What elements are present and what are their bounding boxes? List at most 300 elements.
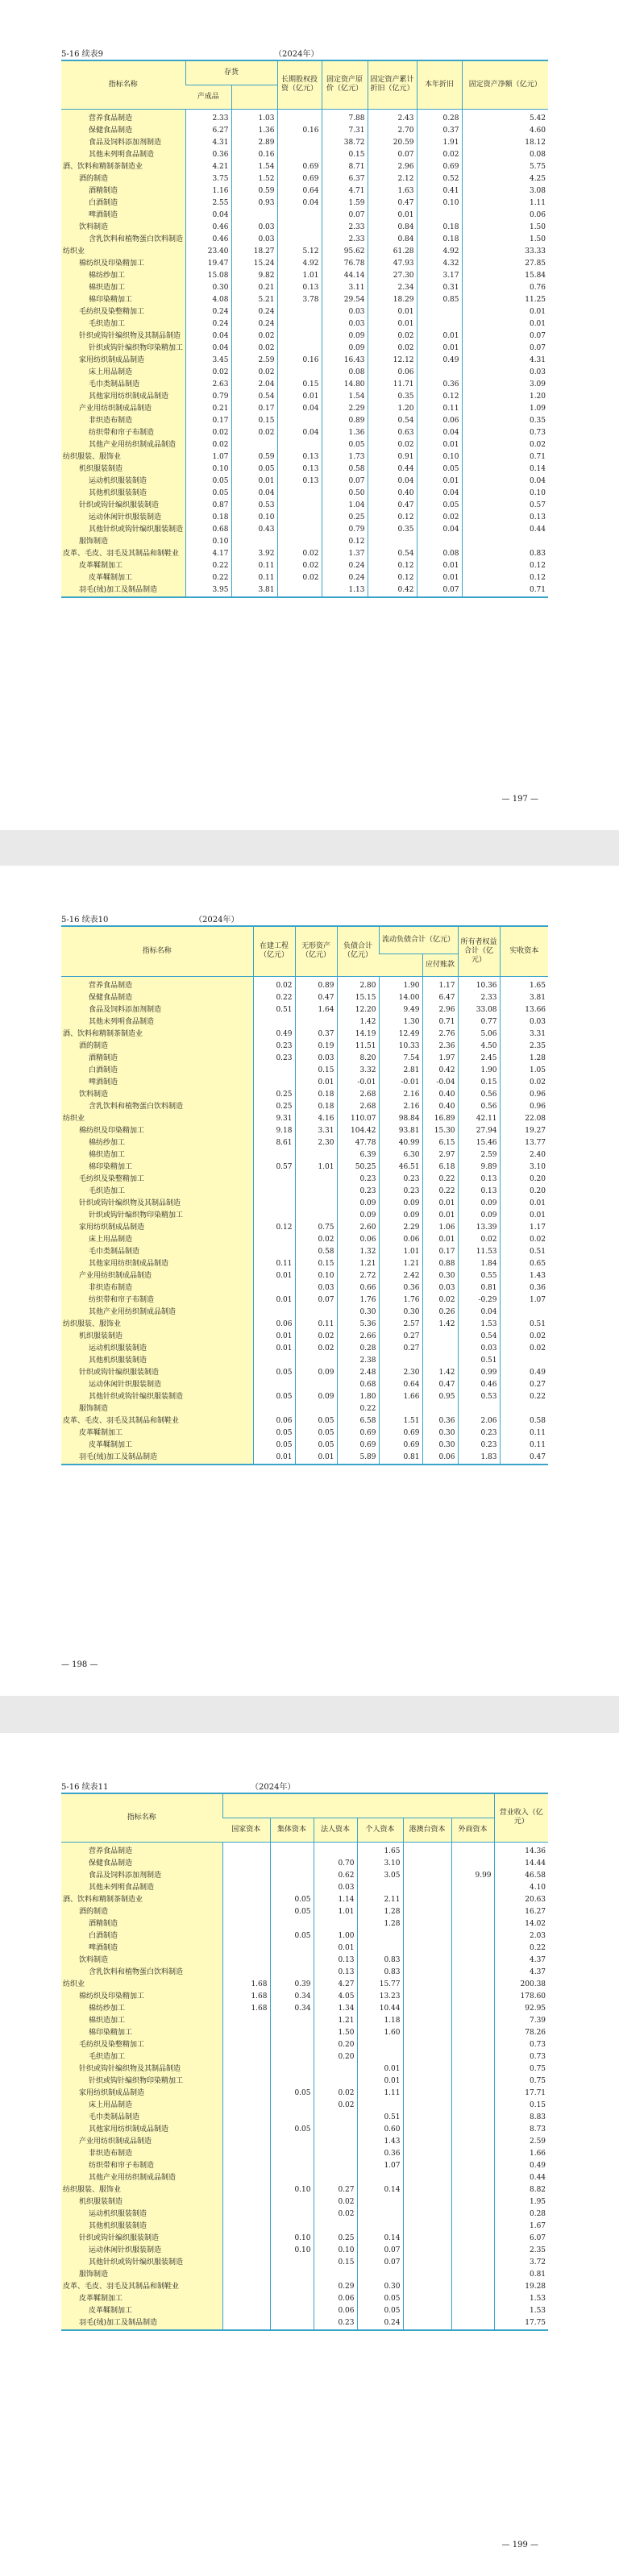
table-row [61, 1319, 548, 1331]
cell-value [451, 2184, 494, 2196]
cell-value: 3.08 [462, 185, 548, 197]
cell-value: 0.55 [458, 1270, 500, 1282]
row-label: 棉纺纱加工 [61, 2003, 222, 2015]
cell-value: 7.39 [494, 2015, 548, 2027]
cell-value: 0.22 [494, 1942, 548, 1955]
cell-value: 0.06 [422, 1452, 458, 1465]
cell-value: 1.50 [314, 2027, 357, 2039]
cell-value: 9.99 [451, 1870, 494, 1882]
cell-value: 0.13 [277, 451, 322, 463]
cell-value [222, 2051, 270, 2063]
cell-value: 0.16 [277, 125, 322, 137]
cell-value [270, 2015, 314, 2027]
cell-value: 2.33 [322, 222, 368, 234]
table-row [61, 330, 548, 343]
cell-value: 1.21 [379, 1258, 422, 1270]
cell-value [270, 2317, 314, 2330]
cell-value: 1.05 [500, 1065, 548, 1077]
cell-value: 0.51 [458, 1355, 500, 1367]
cell-value: 0.01 [231, 476, 277, 488]
cell-value: 3.31 [500, 1028, 548, 1041]
cell-value: 2.66 [337, 1331, 379, 1343]
cell-value [451, 1842, 494, 1858]
cell-value: 0.05 [253, 1367, 295, 1379]
cell-value: 0.16 [277, 355, 322, 367]
cell-value [222, 2124, 270, 2136]
row-label: 针织或钩针编织物及其制品制造 [61, 330, 185, 343]
cell-value [451, 2136, 494, 2148]
cell-value: 0.40 [368, 488, 417, 500]
cell-value: 61.28 [368, 246, 417, 258]
row-label: 服饰制造 [61, 536, 185, 548]
cell-value: 0.73 [494, 2039, 548, 2051]
header-individual-capital: 个人资本 [357, 1818, 403, 1842]
cell-value [500, 1307, 548, 1319]
cell-value: 0.01 [417, 330, 462, 343]
cell-value: 0.12 [417, 391, 462, 403]
header-current-year-depreciation: 本年折旧 [417, 60, 462, 109]
cell-value: 0.03 [231, 222, 277, 234]
cell-value: 1.80 [337, 1391, 379, 1403]
cell-value: 0.02 [314, 2208, 357, 2221]
cell-value: 8.82 [494, 2184, 548, 2196]
cell-value [403, 2051, 451, 2063]
cell-value: 0.04 [417, 488, 462, 500]
table-row [61, 2257, 548, 2269]
cell-value: 0.71 [422, 1016, 458, 1028]
row-label: 家用纺织制成品制造 [61, 1222, 253, 1234]
cell-value: 0.11 [231, 560, 277, 572]
cell-value: 0.10 [295, 1270, 337, 1282]
cell-value [451, 2305, 494, 2317]
page-number: — 199 — [501, 2541, 538, 2549]
cell-value: 4.17 [185, 548, 231, 560]
cell-value: 1.42 [422, 1367, 458, 1379]
cell-value: 0.73 [462, 427, 548, 439]
cell-value [451, 2112, 494, 2124]
row-label: 其他机织服装制造 [61, 488, 185, 500]
table-row [61, 1101, 548, 1113]
cell-value: 0.21 [185, 403, 231, 415]
cell-value: 0.04 [368, 476, 417, 488]
cell-value: 15.77 [357, 1979, 403, 1991]
table-row [61, 2015, 548, 2027]
cell-value: 0.10 [314, 2245, 357, 2257]
cell-value: 2.63 [185, 379, 231, 391]
table-row [61, 2196, 548, 2208]
cell-value: 0.02 [231, 427, 277, 439]
table-row [61, 1955, 548, 1967]
cell-value: 12.12 [368, 355, 417, 367]
cell-value [277, 137, 322, 149]
table-row [61, 1053, 548, 1065]
row-label: 运动休闲针织服装制造 [61, 1379, 253, 1391]
cell-value [314, 2269, 357, 2281]
row-label: 饮料制造 [61, 1089, 253, 1101]
row-label: 纺织服装、服饰业 [61, 1319, 253, 1331]
cell-value [357, 2172, 403, 2184]
header-intangible-assets: 无形资产（亿元） [295, 926, 337, 976]
cell-value: 0.01 [417, 476, 462, 488]
cell-value [403, 2063, 451, 2075]
cell-value: 0.18 [295, 1089, 337, 1101]
cell-value [451, 1979, 494, 1991]
cell-value: 5.12 [277, 246, 322, 258]
cell-value [277, 149, 322, 161]
cell-value: 0.23 [314, 2317, 357, 2330]
cell-value: 0.14 [357, 2184, 403, 2196]
cell-value: 0.01 [277, 391, 322, 403]
cell-value: 2.16 [379, 1101, 422, 1113]
cell-value: 0.73 [494, 2051, 548, 2063]
cell-value [314, 2148, 357, 2160]
cell-value: 0.49 [253, 1028, 295, 1041]
cell-value: 3.75 [185, 173, 231, 185]
cell-value: 0.53 [458, 1391, 500, 1403]
cell-value: 12.49 [379, 1028, 422, 1041]
cell-value: 0.46 [458, 1379, 500, 1391]
table-body [61, 109, 548, 597]
cell-value: 98.84 [379, 1113, 422, 1125]
cell-value: 0.64 [379, 1379, 422, 1391]
cell-value: 0.95 [422, 1391, 458, 1403]
cell-value [253, 1016, 295, 1028]
table-row [61, 1942, 548, 1955]
cell-value [295, 1198, 337, 1210]
table-row [61, 524, 548, 536]
cell-value [462, 536, 548, 548]
cell-value [417, 210, 462, 222]
cell-value: 0.93 [231, 197, 277, 210]
cell-value: 1.43 [500, 1270, 548, 1282]
cell-value: 0.22 [185, 572, 231, 584]
cell-value: 0.39 [270, 1979, 314, 1991]
header-blank [231, 85, 277, 109]
cell-value: 0.04 [277, 403, 322, 415]
cell-value: 0.01 [253, 1294, 295, 1307]
cell-value: 17.71 [494, 2088, 548, 2100]
cell-value: 0.15 [458, 1077, 500, 1089]
cell-value: 0.11 [417, 403, 462, 415]
cell-value [277, 500, 322, 512]
table-row [61, 1270, 548, 1282]
cell-value: 1.84 [458, 1258, 500, 1270]
cell-value: 0.06 [253, 1319, 295, 1331]
cell-value: 0.03 [500, 1016, 548, 1028]
table-caption [61, 1780, 561, 1791]
cell-value [222, 2160, 270, 2172]
cell-value: 0.04 [185, 330, 231, 343]
cell-value: 0.09 [458, 1198, 500, 1210]
table-row [61, 2112, 548, 2124]
table-row [61, 2003, 548, 2015]
cell-value: 0.05 [357, 2305, 403, 2317]
cell-value: 0.70 [314, 1858, 357, 1870]
row-label: 皮革、毛皮、羽毛及其制品和制鞋业 [61, 548, 185, 560]
cell-value [253, 1198, 295, 1210]
cell-value [295, 1307, 337, 1319]
cell-value [270, 2305, 314, 2317]
cell-value: 1.28 [357, 1918, 403, 1930]
cell-value: 0.05 [417, 500, 462, 512]
cell-value: 5.89 [337, 1452, 379, 1465]
table-row [61, 572, 548, 584]
cell-value [253, 1186, 295, 1198]
cell-value [357, 2039, 403, 2051]
cell-value: 0.63 [368, 427, 417, 439]
cell-value [357, 2051, 403, 2063]
cell-value [451, 2063, 494, 2075]
cell-value [451, 2015, 494, 2027]
cell-value [222, 1870, 270, 1882]
cell-value [270, 2196, 314, 2208]
cell-value [253, 1403, 295, 1415]
cell-value: 8.83 [494, 2112, 548, 2124]
table-row [61, 2172, 548, 2184]
table-row [61, 1452, 548, 1465]
cell-value: 0.17 [231, 403, 277, 415]
cell-value [403, 2305, 451, 2317]
table-row [61, 1870, 548, 1882]
row-label: 机织服装制造 [61, 2196, 222, 2208]
cell-value [222, 2015, 270, 2027]
cell-value: 0.44 [462, 524, 548, 536]
cell-value: 0.56 [458, 1089, 500, 1101]
cell-value: 3.95 [185, 584, 231, 597]
row-label: 酒精制造 [61, 1053, 253, 1065]
cell-value [314, 2136, 357, 2148]
row-label: 食品及饲料添加剂制造 [61, 1004, 253, 1016]
cell-value: 0.54 [458, 1331, 500, 1343]
cell-value: 0.25 [322, 512, 368, 524]
cell-value [270, 2221, 314, 2233]
cell-value: 0.68 [337, 1379, 379, 1391]
cell-value [222, 2136, 270, 2148]
cell-value: 0.07 [295, 1294, 337, 1307]
row-label: 针织或钩针编织服装制造 [61, 2233, 222, 2245]
row-label: 运动休闲针织服装制造 [61, 512, 185, 524]
cell-value: 0.04 [417, 524, 462, 536]
cell-value [451, 2208, 494, 2221]
cell-value: 0.25 [253, 1089, 295, 1101]
cell-value: 18.29 [368, 294, 417, 306]
cell-value: 2.43 [368, 109, 417, 125]
cell-value: 0.81 [379, 1452, 422, 1465]
cell-value: 1.42 [337, 1016, 379, 1028]
row-label: 保健食品制造 [61, 1858, 222, 1870]
cell-value: 3.92 [231, 548, 277, 560]
cell-value: 178.60 [494, 1991, 548, 2003]
cell-value: 0.05 [322, 439, 368, 451]
cell-value: 9.82 [231, 270, 277, 282]
row-label: 棉纺织及印染精加工 [61, 1125, 253, 1137]
table-row [61, 2088, 548, 2100]
cell-value [357, 2196, 403, 2208]
cell-value: 1.76 [379, 1294, 422, 1307]
data-table [61, 925, 548, 1465]
cell-value: 0.09 [337, 1210, 379, 1222]
cell-value: 0.04 [458, 1307, 500, 1319]
cell-value [295, 1149, 337, 1161]
cell-value: 1.17 [500, 1222, 548, 1234]
row-label: 皮革鞣制加工 [61, 1427, 253, 1440]
table-row [61, 355, 548, 367]
cell-value: 1.16 [185, 185, 231, 197]
cell-value [270, 2269, 314, 2281]
table-row [61, 536, 548, 548]
cell-value: 0.01 [500, 1210, 548, 1222]
cell-value: 0.10 [270, 2184, 314, 2196]
cell-value: 16.89 [422, 1113, 458, 1125]
data-table [61, 60, 548, 598]
cell-value [222, 2281, 270, 2293]
cell-value: 0.40 [422, 1089, 458, 1101]
cell-value: 0.01 [253, 1452, 295, 1465]
cell-value [295, 1379, 337, 1391]
cell-value: 7.31 [322, 125, 368, 137]
cell-value [253, 1174, 295, 1186]
cell-value: 4.50 [458, 1041, 500, 1053]
cell-value: 11.53 [458, 1246, 500, 1258]
cell-value: 0.02 [295, 1343, 337, 1355]
table-row [61, 1113, 548, 1125]
cell-value: 2.06 [458, 1415, 500, 1427]
table-row [61, 1161, 548, 1174]
cell-value [270, 2051, 314, 2063]
cell-value: 0.28 [337, 1343, 379, 1355]
cell-value: 0.36 [422, 1415, 458, 1427]
cell-value: 2.35 [500, 1041, 548, 1053]
cell-value: 0.85 [417, 294, 462, 306]
cell-value [222, 2027, 270, 2039]
cell-value: 1.36 [322, 427, 368, 439]
cell-value: 0.14 [357, 2233, 403, 2245]
table-row [61, 476, 548, 488]
cell-value: 0.13 [277, 463, 322, 476]
cell-value: 0.47 [295, 992, 337, 1004]
cell-value: 20.63 [494, 1894, 548, 1906]
cell-value: 0.96 [500, 1101, 548, 1113]
cell-value [277, 439, 322, 451]
table-row [61, 1282, 548, 1294]
row-label: 棉织造加工 [61, 1149, 253, 1161]
row-label: 针织或钩针编织服装制造 [61, 500, 185, 512]
cell-value: 22.08 [500, 1113, 548, 1125]
cell-value [379, 1355, 422, 1367]
cell-value: 0.30 [422, 1440, 458, 1452]
row-label: 保健食品制造 [61, 125, 185, 137]
cell-value [270, 1918, 314, 1930]
cell-value: 104.42 [337, 1125, 379, 1137]
cell-value: 0.02 [462, 439, 548, 451]
header-paid-in-capital: 实收资本 [500, 926, 548, 976]
page-199 [0, 1733, 619, 2576]
row-label: 其他产业用纺织制成品制造 [61, 2172, 222, 2184]
row-label: 其他未列明食品制造 [61, 149, 185, 161]
cell-value: 5.36 [337, 1319, 379, 1331]
cell-value: 0.05 [185, 476, 231, 488]
row-label: 床上用品制造 [61, 367, 185, 379]
cell-value: 2.11 [357, 1894, 403, 1906]
cell-value [417, 536, 462, 548]
row-label: 酒的制造 [61, 1041, 253, 1053]
cell-value [222, 2196, 270, 2208]
cell-value: 0.06 [253, 1415, 295, 1427]
table-row [61, 512, 548, 524]
table-row [61, 1089, 548, 1101]
cell-value: 4.08 [185, 294, 231, 306]
cell-value: 0.27 [379, 1343, 422, 1355]
cell-value: 0.02 [500, 1077, 548, 1089]
cell-value: 1.73 [322, 451, 368, 463]
cell-value: 12.20 [337, 1004, 379, 1016]
cell-value: 1.01 [379, 1246, 422, 1258]
row-label: 针织或钩针编织物印染精加工 [61, 343, 185, 355]
table-row [61, 1222, 548, 1234]
cell-value: 2.29 [322, 403, 368, 415]
cell-value: -0.01 [379, 1077, 422, 1089]
cell-value [422, 1355, 458, 1367]
row-label: 其他未列明食品制造 [61, 1882, 222, 1894]
row-label: 棉纺纱加工 [61, 1137, 253, 1149]
table-row [61, 1186, 548, 1198]
table-row [61, 1246, 548, 1258]
row-label: 皮革鞣制加工 [61, 560, 185, 572]
cell-value: 2.30 [295, 1137, 337, 1149]
cell-value: 0.11 [295, 1319, 337, 1331]
cell-value: 0.34 [270, 1991, 314, 2003]
cell-value [222, 1955, 270, 1967]
cell-value: 2.38 [337, 1355, 379, 1367]
cell-value: 0.22 [185, 560, 231, 572]
cell-value: 0.07 [322, 476, 368, 488]
cell-value: 14.00 [379, 992, 422, 1004]
cell-value: 0.02 [314, 2196, 357, 2208]
cell-value: 6.18 [422, 1161, 458, 1174]
cell-value [270, 1870, 314, 1882]
cell-value: 0.01 [417, 439, 462, 451]
cell-value: 4.37 [494, 1955, 548, 1967]
cell-value: 0.13 [314, 1967, 357, 1979]
cell-value: 0.99 [458, 1367, 500, 1379]
cell-value: 0.15 [494, 2100, 548, 2112]
cell-value: 13.23 [357, 1991, 403, 2003]
table-row [61, 173, 548, 185]
table-row [61, 367, 548, 379]
cell-value: 0.07 [462, 330, 548, 343]
table-row [61, 234, 548, 246]
cell-value: 2.81 [379, 1065, 422, 1077]
row-label: 毛巾类制品制造 [61, 1246, 253, 1258]
cell-value [253, 1234, 295, 1246]
cell-value [458, 1403, 500, 1415]
cell-value: 1.65 [357, 1842, 403, 1858]
cell-value: 2.96 [422, 1004, 458, 1016]
cell-value: 2.04 [231, 379, 277, 391]
cell-value: 0.30 [379, 1307, 422, 1319]
cell-value: 0.01 [462, 318, 548, 330]
cell-value [253, 1210, 295, 1222]
cell-value: 0.46 [185, 222, 231, 234]
cell-value: 0.88 [422, 1258, 458, 1270]
cell-value [295, 1186, 337, 1198]
table-row [61, 391, 548, 403]
cell-value: 0.15 [322, 149, 368, 161]
cell-value: 0.05 [270, 1894, 314, 1906]
cell-value: 0.47 [500, 1452, 548, 1465]
cell-value: 1.60 [357, 2027, 403, 2039]
row-label: 含乳饮料和植物蛋白饮料制造 [61, 1967, 222, 1979]
